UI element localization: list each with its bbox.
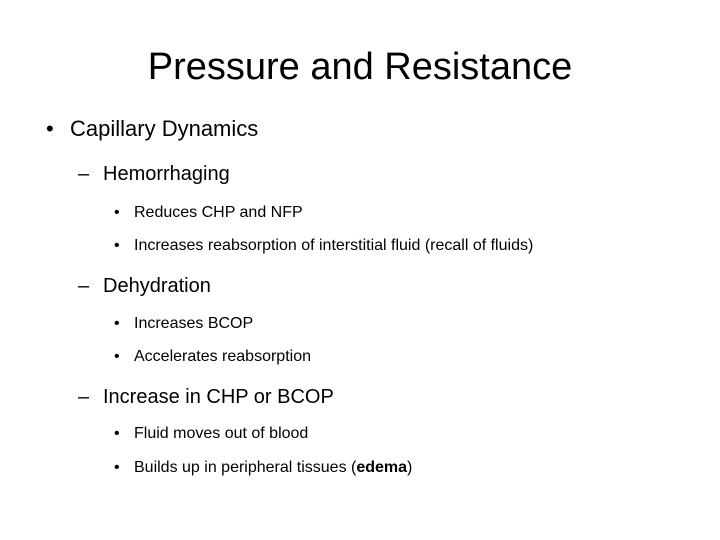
bullet-capillary-dynamics xyxy=(46,115,258,143)
sub-sub-bullet-increases-reabsorption xyxy=(114,235,533,257)
dash-marker: – xyxy=(78,386,90,408)
bullet-text-after: ) xyxy=(407,459,413,476)
sub-bullet-increase-in-chp xyxy=(78,384,334,410)
sub-sub-bullet-builds-up-edema xyxy=(114,457,412,479)
sub-sub-bullet-fluid-moves-out xyxy=(114,423,308,445)
bullet-text: Hemorrhaging xyxy=(103,163,230,185)
bullet-marker: • xyxy=(114,348,120,365)
dash-marker: – xyxy=(78,163,90,185)
dash-marker: – xyxy=(78,275,90,297)
bullet-text: Dehydration xyxy=(103,275,211,297)
bullet-text-before: Builds up in peripheral tissues ( xyxy=(134,459,357,476)
bullet-text: Increase in CHP or BCOP xyxy=(103,386,334,408)
sub-sub-bullet-reduces-chp xyxy=(114,202,303,224)
bullet-text: Capillary Dynamics xyxy=(70,116,259,141)
bullet-text: Increases reabsorption of interstitial fluid (recall of fluids) xyxy=(134,237,534,254)
bullet-marker: • xyxy=(114,459,120,476)
sub-bullet-hemorrhaging xyxy=(78,161,230,187)
bullet-marker: • xyxy=(114,315,120,332)
bullet-marker: • xyxy=(114,425,120,442)
bullet-text: Reduces CHP and NFP xyxy=(134,204,303,221)
sub-sub-bullet-increases-bcop xyxy=(114,313,253,335)
bullet-text: Fluid moves out of blood xyxy=(134,425,309,442)
bullet-marker: • xyxy=(114,237,120,254)
bold-term-edema: edema xyxy=(356,459,408,476)
bullet-marker: • xyxy=(46,116,54,141)
bullet-text: Increases BCOP xyxy=(134,315,254,332)
sub-sub-bullet-accelerates-reabsorption xyxy=(114,346,311,368)
slide-title: Pressure and Resistance xyxy=(147,46,573,88)
bullet-marker: • xyxy=(114,204,120,221)
sub-bullet-dehydration xyxy=(78,273,211,299)
bullet-text: Accelerates reabsorption xyxy=(134,348,311,365)
